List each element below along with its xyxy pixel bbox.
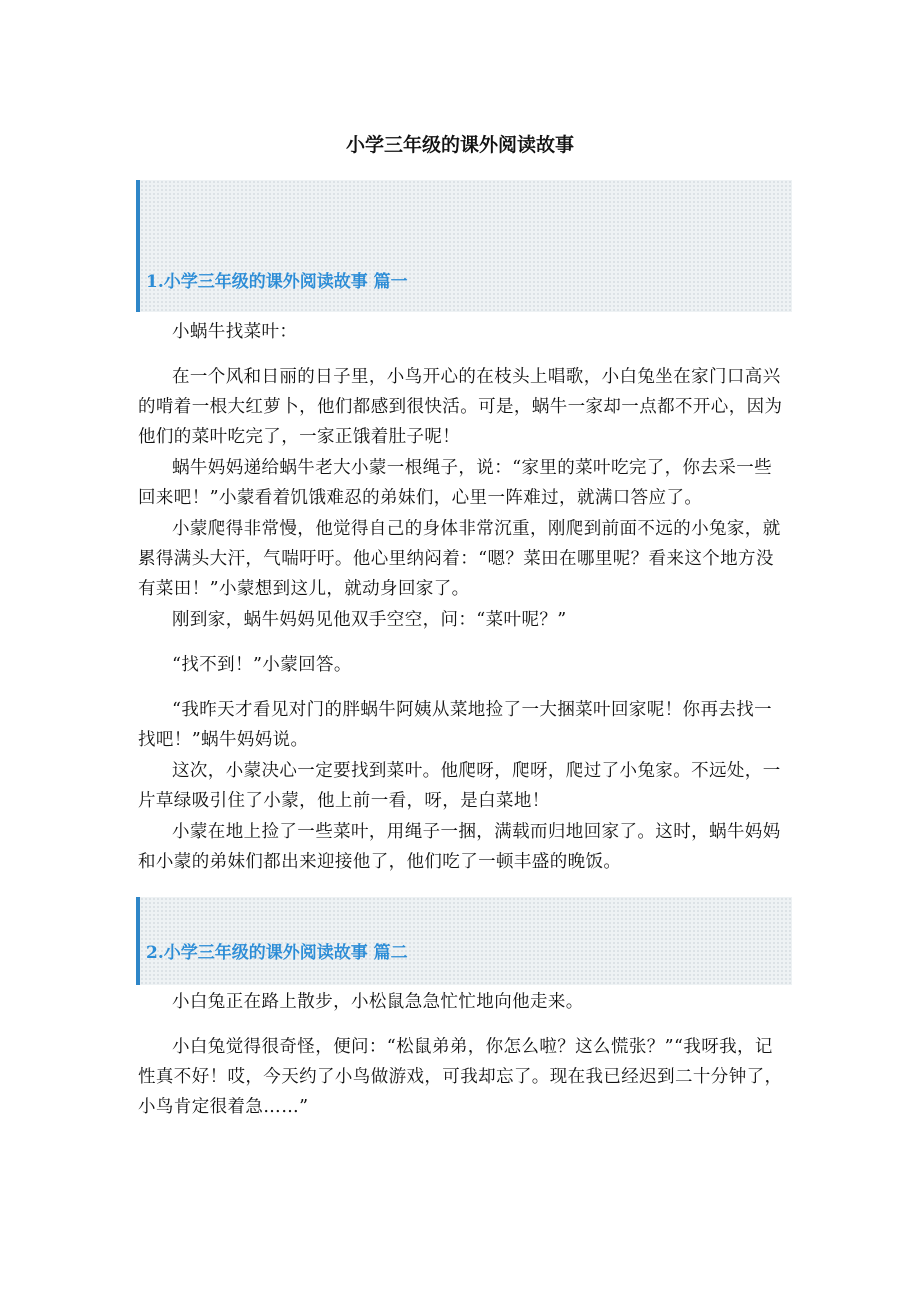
story-paragraph: “找不到！”小蒙回答。 [172,655,352,675]
story-paragraph: 蜗牛妈妈递给蜗牛老大小蒙一根绳子，说：“家里的菜叶吃完了，你去采一些回来吧！”小蒙看着饥饿难忍的弟妹们，心里一阵难过，就满口答应了。 [138,458,773,508]
story-paragraph: 刚到家，蜗牛妈妈见他双手空空，问：“菜叶呢？” [172,610,567,630]
story-paragraph: 小蒙爬得非常慢，他觉得自己的身体非常沉重，刚爬到前面不远的小兔家，就累得满头大汗，气喘吁吁。他心里纳闷着：“嗯？菜田在哪里呢？看来这个地方没有菜田！”小蒙想到这儿，就动身回家了。 [138,519,781,599]
section-heading-box-2 [136,897,792,985]
story-paragraph: 小白兔觉得很奇怪，便问：“松鼠弟弟，你怎么啦？这么慌张？”“我呀我，记性真不好！哎，今天约了小鸟做游戏，可我却忘了。现在我已经迟到二十分钟了，小鸟肯定很着急……” [138,1037,783,1117]
story-paragraph: 小蜗牛找菜叶： [172,322,298,342]
story-paragraph: “我昨天才看见对门的胖蜗牛阿姨从菜地捡了一大捆菜叶回家呢！你再去找一找吧！”蜗牛妈妈说。 [138,700,773,750]
story-paragraph: 小白兔正在路上散步，小松鼠急急忙忙地向他走来。 [172,992,584,1012]
section-heading-1: 1.小学三年级的课外阅读故事 篇一 [146,272,408,292]
story-paragraph: 在一个风和日丽的日子里，小鸟开心的在枝头上唱歌，小白兔坐在家门口高兴的啃着一根大红萝卜，他们都感到很快活。可是，蜗牛一家却一点都不开心，因为他们的菜叶吃完了，一家正饿着肚子呢！ [138,367,783,447]
section-heading-box-1 [136,180,792,312]
page-title: 小学三年级的课外阅读故事 [345,134,574,156]
section-heading-2: 2.小学三年级的课外阅读故事 篇二 [146,943,408,963]
story-paragraph: 小蒙在地上捡了一些菜叶，用绳子一捆，满载而归地回家了。这时，蜗牛妈妈和小蒙的弟妹们都出来迎接他了，他们吃了一顿丰盛的晚饭。 [138,822,781,872]
story-paragraph: 这次，小蒙决心一定要找到菜叶。他爬呀，爬呀，爬过了小兔家。不远处，一片草绿吸引住了小蒙，他上前一看，呀，是白菜地！ [138,761,781,811]
